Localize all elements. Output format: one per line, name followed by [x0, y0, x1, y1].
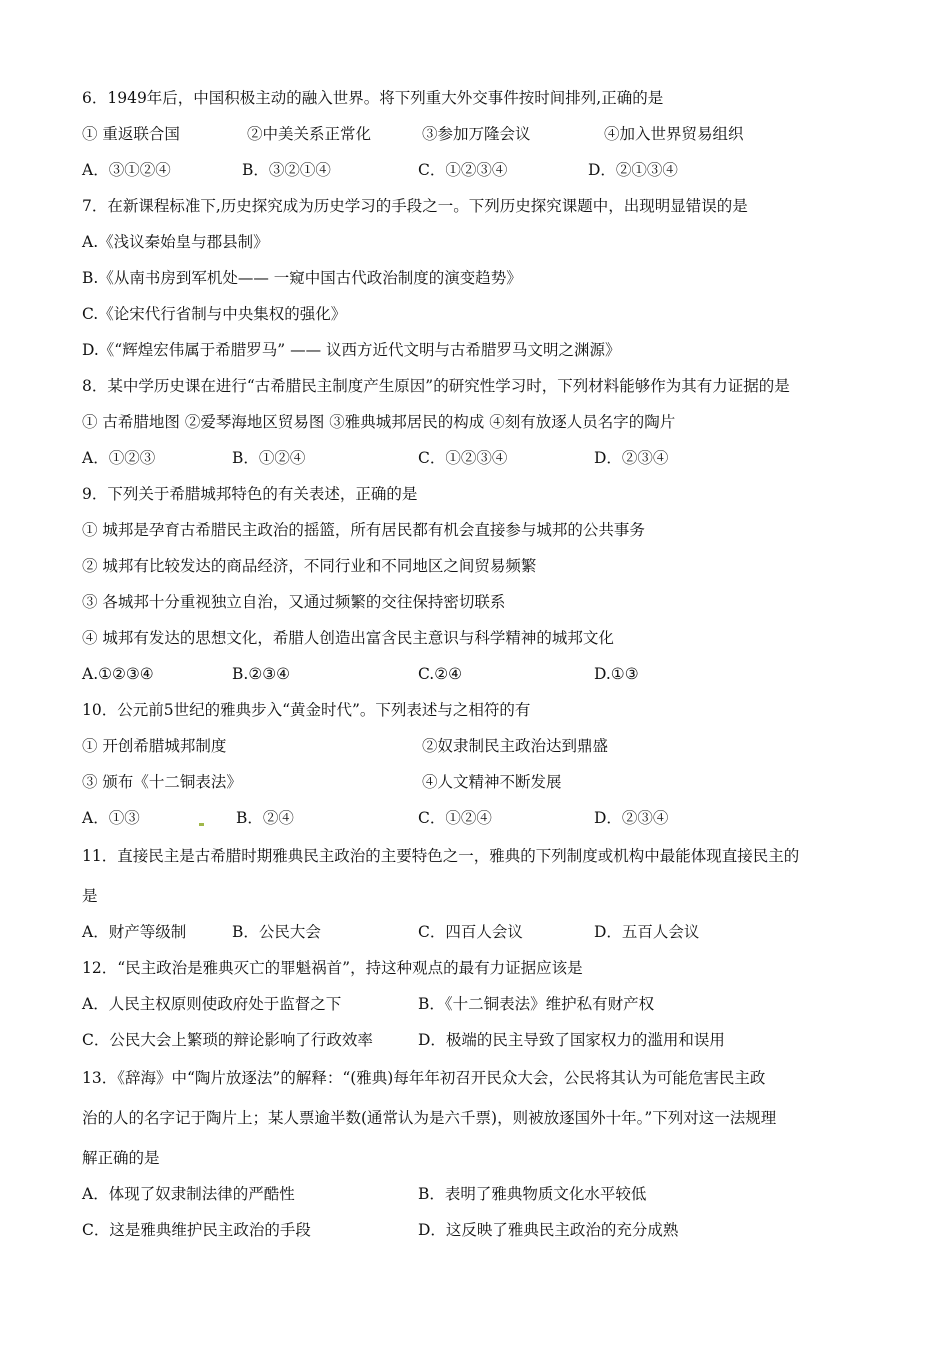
question-13-options-row2	[82, 1220, 882, 1240]
q9-option-a: A.①②③④	[82, 665, 154, 683]
q10-option-c: C．①②④	[418, 809, 492, 827]
q13-option-b: B．表明了雅典物质文化水平较低	[418, 1185, 647, 1203]
q11-option-b: B．公民大会	[232, 923, 321, 941]
question-13-stem-line3: 解正确的是	[82, 1149, 160, 1167]
q6-option-c: C．①②③④	[418, 161, 508, 179]
q7-option-d: D.《“辉煌宏伟属于希腊罗马” —— 议西方近代文明与古希腊罗马文明之渊源》	[82, 341, 621, 359]
q12-option-d: D．极端的民主导致了国家权力的滥用和误用	[418, 1031, 725, 1049]
q6-item-3: ③参加万隆会议	[422, 125, 531, 143]
q10-option-b: B．②④	[236, 809, 294, 827]
q9-option-d: D.①③	[594, 665, 639, 683]
q10-option-a: A．①③	[82, 809, 140, 827]
question-12-options-row2	[82, 1030, 882, 1050]
question-6-stem: 6．1949年后，中国积极主动的融入世界。将下列重大外交事件按时间排列,正确的是	[82, 89, 664, 107]
question-10-stem: 10．公元前5世纪的雅典步入“黄金时代”。下列表述与之相符的有	[82, 701, 531, 719]
q9-option-b: B.②③④	[232, 665, 291, 683]
q10-item-1: ① 开创希腊城邦制度	[82, 737, 227, 755]
q11-option-d: D．五百人会议	[594, 923, 700, 941]
q11-option-c: C．四百人会议	[418, 923, 523, 941]
q6-option-b: B．③②①④	[242, 161, 331, 179]
scan-mark	[199, 823, 204, 826]
q7-option-a: A.《浅议秦始皇与郡县制》	[82, 233, 269, 251]
q13-option-c: C．这是雅典维护民主政治的手段	[82, 1221, 311, 1239]
q10-option-d: D．②③④	[594, 809, 669, 827]
question-9-options	[82, 664, 882, 684]
q9-statement-3: ③ 各城邦十分重视独立自治，又通过频繁的交往保持密切联系	[82, 593, 506, 611]
question-13-options-row1	[82, 1184, 882, 1204]
q13-option-a: A．体现了奴隶制法律的严酷性	[82, 1185, 295, 1203]
q6-option-a: A．③①②④	[82, 161, 171, 179]
q6-item-2: ②中美关系正常化	[247, 125, 372, 143]
question-8-stem: 8．某中学历史课在进行“古希腊民主制度产生原因”的研究性学习时，下列材料能够作为其有力证据的是	[82, 377, 790, 395]
q7-option-c: C.《论宋代行省制与中央集权的强化》	[82, 305, 347, 323]
q11-option-a: A．财产等级制	[82, 923, 187, 941]
q9-option-c: C.②④	[418, 665, 463, 683]
q8-option-b: B．①②④	[232, 449, 306, 467]
q9-statement-1: ① 城邦是孕育古希腊民主政治的摇篮，所有居民都有机会直接参与城邦的公共事务	[82, 521, 645, 539]
q6-option-d: D．②①③④	[588, 161, 678, 179]
question-8-options	[82, 448, 882, 468]
question-10-items-row1	[82, 736, 882, 756]
q12-option-b: B．《十二铜表法》维护私有财产权	[418, 995, 655, 1013]
q6-item-4: ④加入世界贸易组织	[604, 125, 744, 143]
q13-option-d: D．这反映了雅典民主政治的充分成熟	[418, 1221, 679, 1239]
question-11-options	[82, 922, 882, 942]
q8-option-c: C．①②③④	[418, 449, 508, 467]
question-6-options	[82, 160, 882, 180]
q10-item-3: ③ 颁布《十二铜表法》	[82, 773, 242, 791]
question-11-stem-line2: 是	[82, 887, 98, 905]
question-12-options-row1	[82, 994, 882, 1014]
q9-statement-2: ② 城邦有比较发达的商品经济，不同行业和不同地区之间贸易频繁	[82, 557, 537, 575]
q8-option-d: D．②③④	[594, 449, 669, 467]
q10-item-4: ④人文精神不断发展	[422, 773, 562, 791]
question-8-items: ① 古希腊地图 ②爱琴海地区贸易图 ③雅典城邦居民的构成 ④刻有放逐人员名字的陶片	[82, 413, 676, 431]
question-11-stem-line1: 11．直接民主是古希腊时期雅典民主政治的主要特色之一，雅典的下列制度或机构中最能体现直接民主的	[82, 847, 800, 865]
q12-option-a: A．人民主权原则使政府处于监督之下	[82, 995, 342, 1013]
question-9-stem: 9．下列关于希腊城邦特色的有关表述，正确的是	[82, 485, 418, 503]
q9-statement-4: ④ 城邦有发达的思想文化，希腊人创造出富含民主意识与科学精神的城邦文化	[82, 629, 614, 647]
question-13-stem-line2: 治的人的名字记于陶片上；某人票逾半数(通常认为是六千票)，则被放逐国外十年。”下列对这一法规理	[82, 1109, 777, 1127]
question-12-stem: 12．“民主政治是雅典灭亡的罪魁祸首”，持这种观点的最有力证据应该是	[82, 959, 583, 977]
q10-item-2: ②奴隶制民主政治达到鼎盛	[422, 737, 609, 755]
q12-option-c: C．公民大会上繁琐的辩论影响了行政效率	[82, 1031, 373, 1049]
question-7-stem: 7．在新课程标准下,历史探究成为历史学习的手段之一。下列历史探究课题中，出现明显错误的是	[82, 197, 748, 215]
q8-option-a: A．①②③	[82, 449, 156, 467]
q6-item-1: ① 重返联合国	[82, 125, 180, 143]
question-6-items	[82, 124, 882, 144]
q7-option-b: B.《从南书房到军机处—— 一窥中国古代政治制度的演变趋势》	[82, 269, 522, 287]
question-13-stem-line1: 13．《辞海》中“陶片放逐法”的解释：“(雅典)每年年初召开民众大会，公民将其认为可能危害民主政	[82, 1069, 766, 1087]
question-10-items-row2	[82, 772, 882, 792]
